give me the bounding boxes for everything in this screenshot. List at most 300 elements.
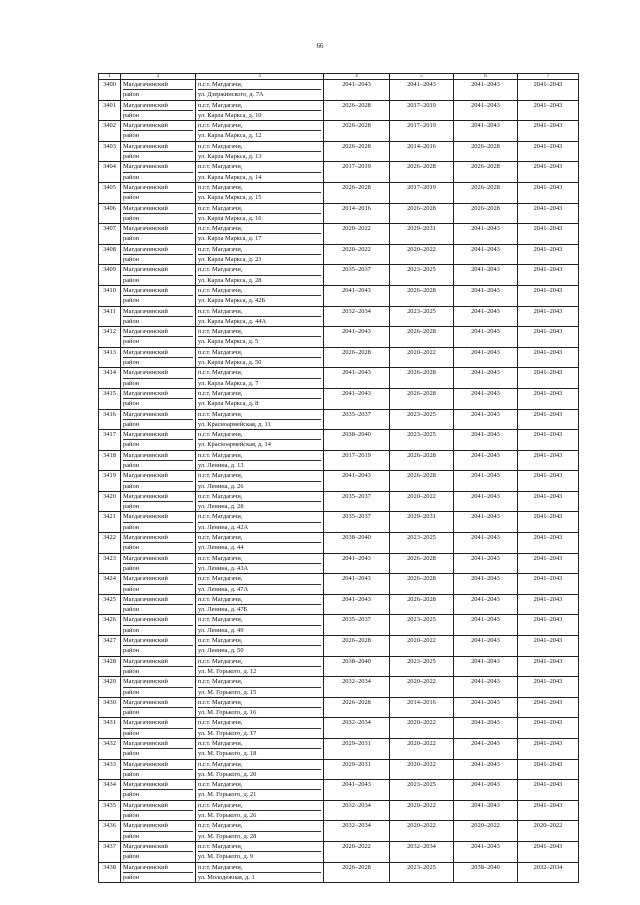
period-cell: 2041–2043	[454, 471, 518, 492]
table-row	[99, 409, 579, 430]
period-cell: 2026–2028	[324, 347, 390, 368]
address-street: ул. М. Горького, д. 26	[198, 812, 257, 820]
district-line: Магдагачинский	[123, 430, 193, 440]
period-cell: 2041–2043	[454, 306, 518, 327]
row-number-cell: 3401	[99, 100, 121, 121]
period-cell: 2041–2043	[518, 368, 579, 389]
period-cell: 2041–2043	[390, 80, 454, 101]
district-cell	[121, 739, 196, 760]
district-line: Магдагачинский	[123, 677, 193, 687]
period-cell: 2026–2028	[390, 574, 454, 595]
district-cell	[121, 841, 196, 862]
period-cell: 2041–2043	[518, 574, 579, 595]
row-number-cell: 3400	[99, 80, 121, 101]
period-cell: 2041–2043	[518, 285, 579, 306]
period-cell: 2041–2043	[454, 656, 518, 677]
address-street: ул. Ленина, д. 47Б	[198, 606, 248, 614]
period-cell: 2032–2034	[518, 862, 579, 883]
district-line: Магдагачинский	[123, 615, 193, 625]
period-cell: 2020–2022	[454, 821, 518, 842]
row-number-cell: 3407	[99, 224, 121, 245]
district-line: район	[123, 709, 140, 717]
period-cell: 2041–2043	[518, 327, 579, 348]
period-cell: 2026–2028	[390, 594, 454, 615]
period-cell: 2014–2016	[390, 141, 454, 162]
table-row	[99, 512, 579, 533]
period-cell: 2041–2043	[324, 553, 390, 574]
period-cell: 2041–2043	[518, 800, 579, 821]
district-line: район	[123, 420, 140, 428]
table-row	[99, 780, 579, 801]
period-cell: 2041–2043	[518, 430, 579, 451]
period-cell: 2041–2043	[454, 265, 518, 286]
period-cell: 2023–2025	[390, 265, 454, 286]
table-row	[99, 100, 579, 121]
period-cell: 2026–2028	[324, 697, 390, 718]
period-cell: 2041–2043	[518, 100, 579, 121]
period-cell: 2041–2043	[518, 594, 579, 615]
period-cell: 2041–2043	[518, 203, 579, 224]
address-street: ул. Карла Маркса, д. 10	[198, 111, 262, 119]
period-cell: 2026–2028	[390, 450, 454, 471]
address-street: ул. Ленина, д. 49	[198, 626, 244, 634]
period-cell: 2026–2028	[390, 203, 454, 224]
district-line: Магдагачинский	[123, 80, 193, 90]
address-street: ул. Карла Маркса, д. 13	[198, 153, 262, 161]
table-row	[99, 347, 579, 368]
table-row	[99, 491, 579, 512]
district-line: район	[123, 317, 140, 325]
address-settlement: п.г.т. Магдагачи,	[198, 471, 321, 481]
table-row	[99, 656, 579, 677]
address-settlement: п.г.т. Магдагачи,	[198, 801, 321, 811]
district-line: район	[123, 359, 140, 367]
address-settlement: п.г.т. Магдагачи,	[198, 183, 321, 193]
address-cell	[196, 800, 324, 821]
address-settlement: п.г.т. Магдагачи,	[198, 348, 321, 358]
address-street: ул. М. Горького, д. 17	[198, 729, 257, 737]
address-street: ул. Карла Маркса, д. 12	[198, 132, 262, 140]
address-cell	[196, 100, 324, 121]
table-row	[99, 80, 579, 101]
row-number-cell: 3417	[99, 430, 121, 451]
address-street: ул. М. Горького, д. 18	[198, 750, 257, 758]
district-line: Магдагачинский	[123, 410, 193, 420]
address-street: ул. Дзержинского, д. 7А	[198, 91, 264, 99]
district-line: Магдагачинский	[123, 657, 193, 667]
district-line: Магдагачинский	[123, 389, 193, 399]
district-line: район	[123, 606, 140, 614]
district-line: район	[123, 667, 140, 675]
address-settlement: п.г.т. Магдагачи,	[198, 554, 321, 564]
address-cell	[196, 182, 324, 203]
district-line: район	[123, 544, 140, 552]
period-cell: 2020–2022	[390, 636, 454, 657]
period-cell: 2041–2043	[518, 697, 579, 718]
address-cell	[196, 162, 324, 183]
period-cell: 2017–2019	[390, 100, 454, 121]
period-cell: 2014–2016	[390, 697, 454, 718]
address-settlement: п.г.т. Магдагачи,	[198, 657, 321, 667]
table-row	[99, 430, 579, 451]
district-line: Магдагачинский	[123, 698, 193, 708]
row-number-cell: 3418	[99, 450, 121, 471]
address-cell	[196, 841, 324, 862]
district-cell	[121, 697, 196, 718]
period-cell: 2041–2043	[518, 244, 579, 265]
district-line: район	[123, 235, 140, 243]
period-cell: 2041–2043	[454, 553, 518, 574]
address-settlement: п.г.т. Магдагачи,	[198, 265, 321, 275]
period-cell: 2041–2043	[518, 347, 579, 368]
period-cell: 2041–2043	[324, 285, 390, 306]
period-cell: 2041–2043	[454, 121, 518, 142]
district-cell	[121, 162, 196, 183]
district-line: Магдагачинский	[123, 574, 193, 584]
district-cell	[121, 121, 196, 142]
address-cell	[196, 759, 324, 780]
district-cell	[121, 800, 196, 821]
district-line: район	[123, 173, 140, 181]
district-line: Магдагачинский	[123, 286, 193, 296]
district-line: район	[123, 647, 140, 655]
district-line: район	[123, 523, 140, 531]
district-line: район	[123, 688, 140, 696]
district-cell	[121, 553, 196, 574]
table-row	[99, 821, 579, 842]
district-line: район	[123, 791, 140, 799]
district-line: Магдагачинский	[123, 121, 193, 131]
address-street: ул. Карла Маркса, д. 16	[198, 214, 262, 222]
row-number-cell: 3422	[99, 533, 121, 554]
period-cell: 2026–2028	[324, 100, 390, 121]
period-cell: 2041–2043	[454, 224, 518, 245]
period-cell: 2035–2037	[324, 491, 390, 512]
address-cell	[196, 780, 324, 801]
address-settlement: п.г.т. Магдагачи,	[198, 492, 321, 502]
address-cell	[196, 224, 324, 245]
table-row	[99, 841, 579, 862]
district-line: район	[123, 111, 140, 119]
table-row	[99, 265, 579, 286]
header-cell: 1	[99, 74, 121, 80]
period-cell: 2029–2031	[390, 512, 454, 533]
address-cell	[196, 491, 324, 512]
district-line: Магдагачинский	[123, 471, 193, 481]
district-cell	[121, 821, 196, 842]
row-number-cell: 3421	[99, 512, 121, 533]
district-line: район	[123, 91, 140, 99]
address-cell	[196, 327, 324, 348]
address-settlement: п.г.т. Магдагачи,	[198, 698, 321, 708]
district-line: Магдагачинский	[123, 595, 193, 605]
address-settlement: п.г.т. Магдагачи,	[198, 842, 321, 852]
period-cell: 2041–2043	[454, 759, 518, 780]
period-cell: 2029–2031	[324, 739, 390, 760]
row-number-cell: 3425	[99, 594, 121, 615]
row-number-cell: 3423	[99, 553, 121, 574]
district-cell	[121, 244, 196, 265]
period-cell: 2041–2043	[454, 80, 518, 101]
period-cell: 2041–2043	[518, 780, 579, 801]
period-cell: 2041–2043	[454, 739, 518, 760]
address-street: ул. М. Горького, д. 16	[198, 709, 257, 717]
period-cell: 2041–2043	[518, 718, 579, 739]
row-number-cell: 3420	[99, 491, 121, 512]
table-row	[99, 574, 579, 595]
period-cell: 2032–2034	[324, 718, 390, 739]
period-cell: 2023–2025	[390, 615, 454, 636]
period-cell: 2041–2043	[454, 533, 518, 554]
row-number-cell: 3411	[99, 306, 121, 327]
period-cell: 2020–2022	[390, 821, 454, 842]
row-number-cell: 3431	[99, 718, 121, 739]
period-cell: 2041–2043	[518, 182, 579, 203]
period-cell: 2041–2043	[518, 224, 579, 245]
period-cell: 2032–2034	[324, 800, 390, 821]
table-row	[99, 677, 579, 698]
row-number-cell: 3403	[99, 141, 121, 162]
address-settlement: п.г.т. Магдагачи,	[198, 451, 321, 461]
period-cell: 2032–2034	[324, 677, 390, 698]
period-cell: 2026–2028	[390, 368, 454, 389]
period-cell: 2026–2028	[454, 162, 518, 183]
address-cell	[196, 512, 324, 533]
district-cell	[121, 759, 196, 780]
row-number-cell: 3414	[99, 368, 121, 389]
address-settlement: п.г.т. Магдагачи,	[198, 368, 321, 378]
address-cell	[196, 285, 324, 306]
address-street: ул. Карла Маркса, д. 42Б	[198, 297, 266, 305]
address-cell	[196, 718, 324, 739]
district-cell	[121, 533, 196, 554]
address-cell	[196, 121, 324, 142]
period-cell: 2041–2043	[518, 141, 579, 162]
address-cell	[196, 739, 324, 760]
period-cell: 2032–2034	[324, 306, 390, 327]
district-line: район	[123, 564, 140, 572]
address-settlement: п.г.т. Магдагачи,	[198, 574, 321, 584]
table-row	[99, 471, 579, 492]
period-cell: 2032–2034	[390, 841, 454, 862]
district-line: район	[123, 132, 140, 140]
period-cell: 2041–2043	[324, 574, 390, 595]
district-line: район	[123, 441, 140, 449]
address-street: ул. Карла Маркса, д. 8	[198, 400, 259, 408]
period-cell: 2026–2028	[390, 327, 454, 348]
address-street: ул. Ленина, д. 47А	[198, 585, 249, 593]
district-cell	[121, 368, 196, 389]
district-cell	[121, 430, 196, 451]
table-row	[99, 615, 579, 636]
district-cell	[121, 265, 196, 286]
district-cell	[121, 327, 196, 348]
page-number: 66	[316, 42, 324, 50]
address-cell	[196, 697, 324, 718]
address-settlement: п.г.т. Магдагачи,	[198, 410, 321, 420]
row-number-cell: 3416	[99, 409, 121, 430]
address-settlement: п.г.т. Магдагачи,	[198, 780, 321, 790]
district-line: Магдагачинский	[123, 780, 193, 790]
district-line: Магдагачинский	[123, 245, 193, 255]
district-line: Магдагачинский	[123, 204, 193, 214]
period-cell: 2020–2022	[390, 800, 454, 821]
district-cell	[121, 656, 196, 677]
district-line: Магдагачинский	[123, 451, 193, 461]
row-number-cell: 3412	[99, 327, 121, 348]
period-cell: 2020–2022	[390, 677, 454, 698]
district-cell	[121, 862, 196, 883]
address-settlement: п.г.т. Магдагачи,	[198, 245, 321, 255]
period-cell: 2041–2043	[518, 739, 579, 760]
address-settlement: п.г.т. Магдагачи,	[198, 204, 321, 214]
period-cell: 2017–2019	[324, 450, 390, 471]
period-cell: 2038–2040	[324, 656, 390, 677]
period-cell: 2041–2043	[454, 780, 518, 801]
period-cell: 2041–2043	[324, 368, 390, 389]
district-line: Магдагачинский	[123, 554, 193, 564]
table-row	[99, 306, 579, 327]
address-street: ул. Карла Маркса, д. 44А	[198, 317, 267, 325]
district-line: Магдагачинский	[123, 307, 193, 317]
address-cell	[196, 533, 324, 554]
address-settlement: п.г.т. Магдагачи,	[198, 121, 321, 131]
address-settlement: п.г.т. Магдагачи,	[198, 760, 321, 770]
period-cell: 2035–2037	[324, 512, 390, 533]
table-row	[99, 800, 579, 821]
address-street: ул. Ленина, д. 50	[198, 647, 244, 655]
period-cell: 2020–2022	[390, 739, 454, 760]
district-cell	[121, 615, 196, 636]
address-settlement: п.г.т. Магдагачи,	[198, 533, 321, 543]
address-settlement: п.г.т. Магдагачи,	[198, 101, 321, 111]
period-cell: 2020–2022	[324, 244, 390, 265]
period-cell: 2026–2028	[454, 141, 518, 162]
period-cell: 2041–2043	[454, 615, 518, 636]
address-settlement: п.г.т. Магдагачи,	[198, 224, 321, 234]
row-number-cell: 3427	[99, 636, 121, 657]
address-settlement: п.г.т. Магдагачи,	[198, 636, 321, 646]
address-street: ул. Карла Маркса, д. 5	[198, 338, 259, 346]
period-cell: 2038–2040	[324, 430, 390, 451]
period-cell: 2041–2043	[518, 677, 579, 698]
address-street: ул. Карла Маркса, д. 23	[198, 256, 262, 264]
period-cell: 2026–2028	[454, 203, 518, 224]
district-cell	[121, 347, 196, 368]
district-line: район	[123, 626, 140, 634]
district-line: район	[123, 812, 140, 820]
address-cell	[196, 862, 324, 883]
row-number-cell: 3424	[99, 574, 121, 595]
table-row	[99, 368, 579, 389]
address-settlement: п.г.т. Магдагачи,	[198, 142, 321, 152]
district-line: Магдагачинский	[123, 368, 193, 378]
period-cell: 2020–2022	[324, 224, 390, 245]
period-cell: 2041–2043	[518, 533, 579, 554]
period-cell: 2041–2043	[324, 388, 390, 409]
table-row	[99, 739, 579, 760]
district-line: Магдагачинский	[123, 760, 193, 770]
district-cell	[121, 718, 196, 739]
table-row	[99, 594, 579, 615]
period-cell: 2041–2043	[518, 615, 579, 636]
row-number-cell: 3408	[99, 244, 121, 265]
address-street: ул. М. Горького, д. 9	[198, 853, 254, 861]
address-street: ул. Карла Маркса, д. 14	[198, 173, 262, 181]
district-cell	[121, 450, 196, 471]
period-cell: 2041–2043	[454, 100, 518, 121]
row-number-cell: 3428	[99, 656, 121, 677]
address-settlement: п.г.т. Магдагачи,	[198, 512, 321, 522]
period-cell: 2041–2043	[454, 574, 518, 595]
period-cell: 2041–2043	[324, 594, 390, 615]
period-cell: 2023–2025	[390, 430, 454, 451]
district-line: Магдагачинский	[123, 801, 193, 811]
period-cell: 2026–2028	[390, 285, 454, 306]
period-cell: 2023–2025	[390, 780, 454, 801]
district-line: район	[123, 400, 140, 408]
address-settlement: п.г.т. Магдагачи,	[198, 286, 321, 296]
address-cell	[196, 821, 324, 842]
address-street: ул. М. Горького, д. 20	[198, 770, 257, 778]
period-cell: 2041–2043	[454, 409, 518, 430]
period-cell: 2026–2028	[324, 121, 390, 142]
row-number-cell: 3437	[99, 841, 121, 862]
period-cell: 2026–2028	[324, 182, 390, 203]
period-cell: 2017–2019	[324, 162, 390, 183]
address-cell	[196, 615, 324, 636]
table-row	[99, 244, 579, 265]
table-row	[99, 533, 579, 554]
district-line: район	[123, 729, 140, 737]
table-row	[99, 162, 579, 183]
address-street: ул. Карла Маркса, д. 50	[198, 359, 262, 367]
district-cell	[121, 80, 196, 101]
period-cell: 2038–2040	[324, 533, 390, 554]
address-street: ул. Ленина, д. 42А	[198, 523, 249, 531]
period-cell: 2023–2025	[390, 409, 454, 430]
district-cell	[121, 224, 196, 245]
district-line: район	[123, 379, 140, 387]
district-line: Магдагачинский	[123, 718, 193, 728]
district-line: район	[123, 214, 140, 222]
row-number-cell: 3429	[99, 677, 121, 698]
period-cell: 2041–2043	[518, 553, 579, 574]
district-line: Магдагачинский	[123, 863, 193, 873]
row-number-cell: 3409	[99, 265, 121, 286]
period-cell: 2035–2037	[324, 615, 390, 636]
district-line: Магдагачинский	[123, 348, 193, 358]
address-cell	[196, 80, 324, 101]
district-cell	[121, 512, 196, 533]
period-cell: 2041–2043	[454, 718, 518, 739]
row-number-cell: 3419	[99, 471, 121, 492]
district-cell	[121, 574, 196, 595]
period-cell: 2041–2043	[518, 491, 579, 512]
period-cell: 2035–2037	[324, 409, 390, 430]
period-cell: 2041–2043	[454, 697, 518, 718]
district-line: район	[123, 873, 140, 881]
district-line: район	[123, 276, 140, 284]
table-row	[99, 285, 579, 306]
address-street: ул. Ленина, д. 44	[198, 544, 244, 552]
address-cell	[196, 636, 324, 657]
period-cell: 2041–2043	[518, 471, 579, 492]
district-line: район	[123, 832, 140, 840]
period-cell: 2038–2040	[454, 862, 518, 883]
period-cell: 2041–2043	[454, 636, 518, 657]
district-cell	[121, 141, 196, 162]
